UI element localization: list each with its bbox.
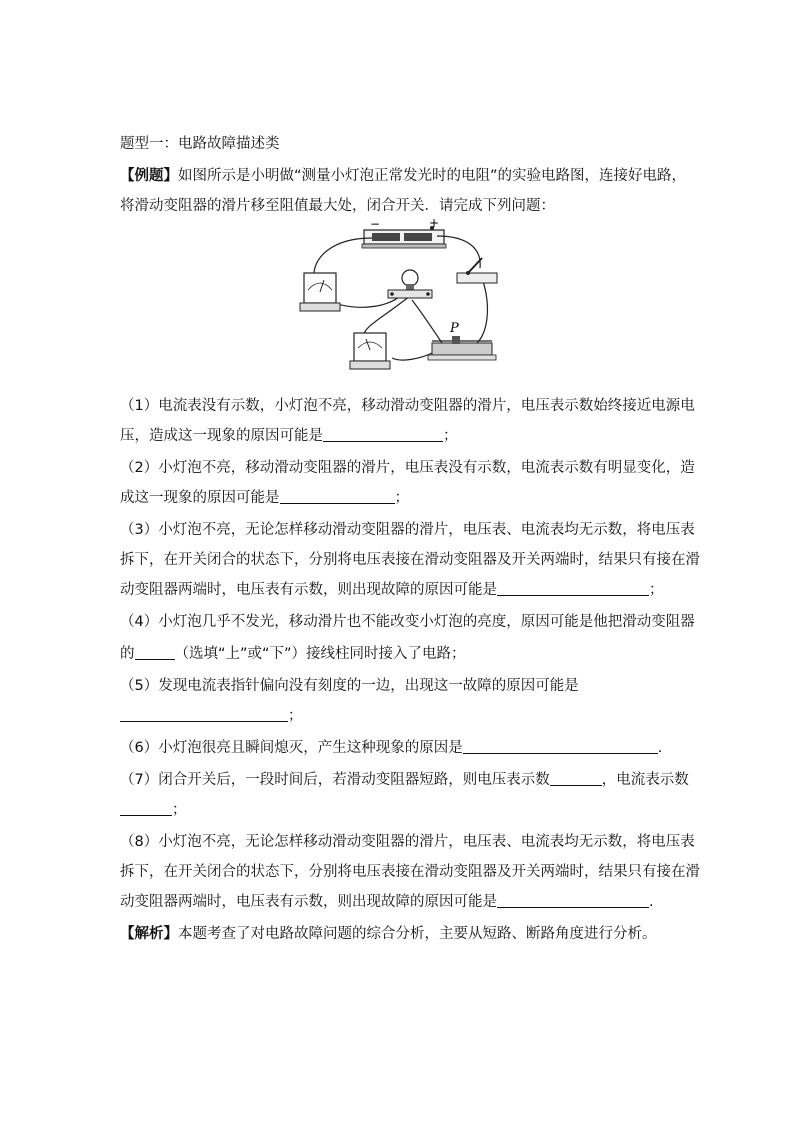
example-line-2: 将滑动变阻器的滑片移至阻值最大处，闭合开关．请完成下列问题：	[120, 198, 555, 214]
q4-text-1: 的	[120, 646, 135, 662]
rheostat-icon	[428, 336, 496, 360]
q6-line-1	[120, 738, 680, 758]
q6-answer-blank[interactable]	[463, 739, 658, 754]
q7-line-1	[120, 770, 689, 790]
q2-line-1: （2）小灯泡不亮，移动滑动变阻器的滑片，电压表没有示数，电流表示数有明显变化，造	[120, 460, 695, 476]
analysis-text: 本题考查了对电路故障问题的综合分析，主要从短路、断路角度进行分析。	[178, 926, 657, 942]
q6-text: （6）小灯泡很亮且瞬间熄灭，产生这种现象的原因是	[120, 740, 463, 756]
analysis-line	[120, 924, 680, 944]
q3-text: 动变阻器两端时，电压表有示数，则出现故障的原因可能是	[120, 582, 497, 598]
lamp-icon	[388, 270, 432, 298]
q8-end: .	[649, 894, 654, 910]
q8-answer-blank[interactable]	[497, 893, 649, 908]
q3-end: ；	[649, 582, 664, 598]
switch-icon	[457, 258, 497, 283]
q3-answer-blank[interactable]	[497, 581, 649, 596]
q1-end: ；	[443, 428, 458, 444]
q8-line-2: 拆下，在开关闭合的状态下，分别将电压表接在滑动变阻器及开关两端时，结果只有接在滑	[120, 864, 700, 880]
q5-line-2	[120, 706, 680, 726]
example-text-1: 如图所示是小明做“测量小灯泡正常发光时的电阻”的实验电路图，连接好电路，	[178, 168, 687, 184]
q3-line-3	[120, 580, 680, 600]
q7-voltage-blank[interactable]	[550, 771, 602, 786]
q2-text: 成这一现象的原因可能是	[120, 490, 280, 506]
q5-line-1: （5）发现电流表指针偏向没有刻度的一边，出现这一故障的原因可能是	[120, 678, 579, 694]
q2-answer-blank[interactable]	[280, 489, 395, 504]
slider-p-label: P	[450, 321, 459, 336]
q6-end: .	[657, 740, 663, 756]
q8-line-1: （8）小灯泡不亮，无论怎样移动滑动变阻器的滑片，电压表、电流表均无示数，将电压表	[120, 834, 695, 850]
q1-line-1: （1）电流表没有示数，小灯泡不亮，移动滑动变阻器的滑片，电压表示数始终接近电源电	[120, 398, 695, 414]
q4-text-2: （选填“上”或“下”）接线柱同时接入了电路；	[174, 646, 466, 662]
section-heading: 题型一：电路故障描述类	[120, 136, 280, 152]
q7-text-2: ，电流表示数	[601, 772, 689, 788]
q1-text: 压，造成这一现象的原因可能是	[120, 428, 323, 444]
q2-end: ；	[394, 490, 409, 506]
example-line-1	[120, 166, 687, 186]
circuit-diagram	[292, 218, 502, 378]
battery-minus-label: −	[370, 218, 381, 231]
analysis-tag: 【解析】	[120, 926, 178, 942]
q3-line-1: （3）小灯泡不亮，无论怎样移动滑动变阻器的滑片，电压表、电流表均无示数，将电压表	[120, 522, 695, 538]
q7-current-blank[interactable]	[120, 801, 172, 816]
q8-line-3	[120, 892, 680, 912]
q7-end: ；	[172, 802, 187, 818]
q4-line-1: （4）小灯泡几乎不发光，移动滑片也不能改变小灯泡的亮度，原因可能是他把滑动变阻器	[120, 614, 695, 630]
voltmeter-icon	[350, 333, 390, 369]
q1-answer-blank[interactable]	[323, 427, 443, 442]
q8-text: 动变阻器两端时，电压表有示数，则出现故障的原因可能是	[120, 894, 497, 910]
q5-answer-blank[interactable]	[120, 707, 288, 722]
q1-line-2	[120, 426, 680, 446]
example-tag: 【例题】	[120, 168, 178, 184]
q4-answer-blank[interactable]	[135, 645, 175, 660]
q7-line-2	[120, 800, 680, 820]
q3-line-2: 拆下，在开关闭合的状态下，分别将电压表接在滑动变阻器及开关两端时，结果只有接在滑	[120, 552, 700, 568]
q4-line-2	[120, 644, 680, 664]
q7-text-1: （7）闭合开关后，一段时间后，若滑动变阻器短路，则电压表示数	[120, 772, 550, 788]
q5-end: ；	[288, 708, 303, 724]
ammeter-icon	[300, 273, 340, 311]
battery-plus-label: +	[429, 218, 440, 230]
q2-line-2	[120, 488, 680, 508]
